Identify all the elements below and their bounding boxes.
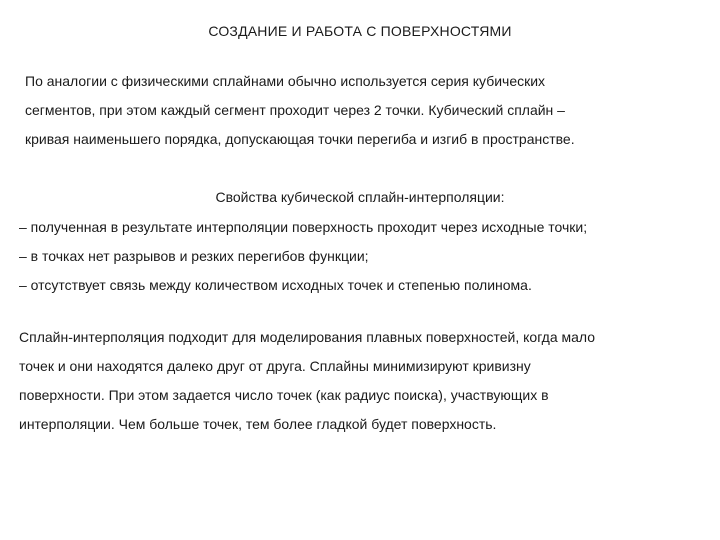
slide-title: СОЗДАНИЕ И РАБОТА С ПОВЕРХНОСТЯМИ [208,23,512,39]
properties-list [19,213,709,300]
intro-line: кривая наименьшего порядка, допускающая точки перегиба и изгиб в пространстве. [25,131,575,147]
properties-heading: Свойства кубической сплайн-интерполяции: [215,189,505,205]
usage-line: интерполяции. Чем больше точек, тем более гладкой будет поверхность. [19,416,497,432]
intro-line: По аналогии с физическими сплайнами обычно используется серия кубических [25,73,546,89]
property-item: – отсутствует связь между количеством исходных точек и степенью полинома. [19,277,532,293]
usage-line: поверхности. При этом задается число точек (как радиус поиска), участвующих в [19,387,549,403]
usage-paragraph [19,323,699,439]
intro-paragraph [25,67,685,154]
property-item: – полученная в результате интерполяции поверхность проходит через исходные точки; [19,219,588,235]
intro-line: сегментов, при этом каждый сегмент проходит через 2 точки. Кубический сплайн – [25,102,565,118]
usage-line: Сплайн-интерполяция подходит для моделирования плавных поверхностей, когда мало [19,329,596,345]
property-item: – в точках нет разрывов и резких перегибов функции; [19,248,369,264]
usage-line: точек и они находятся далеко друг от друга. Сплайны минимизируют кривизну [19,358,531,374]
